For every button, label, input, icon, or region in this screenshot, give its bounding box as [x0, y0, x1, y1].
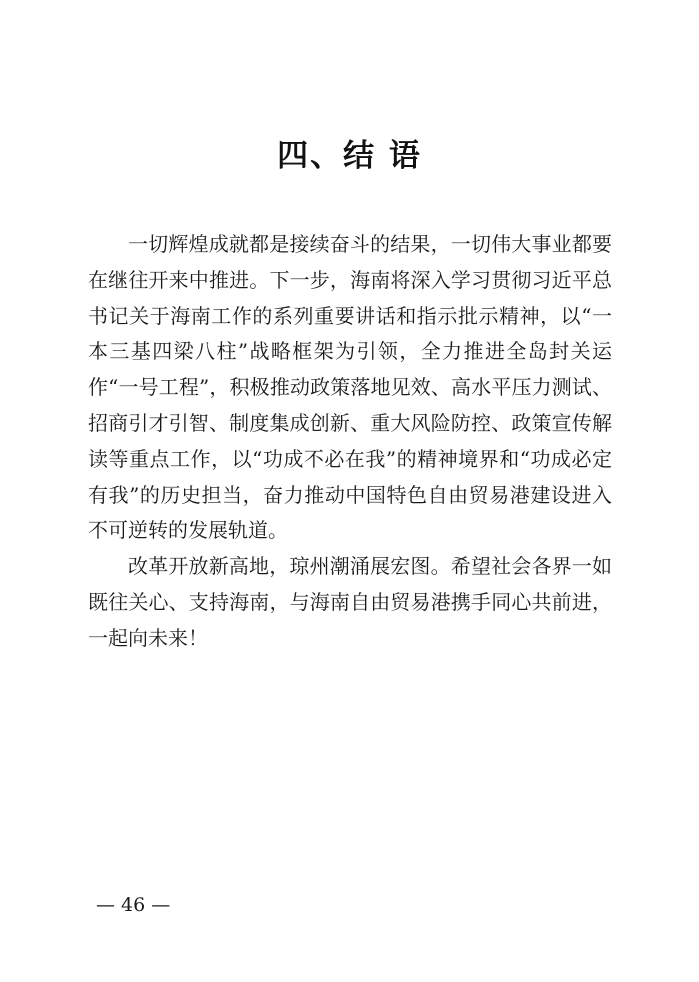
paragraph-2: 改革开放新高地，琼州潮涌展宏图。希望社会各界一如既往关心、支持海南，与海南自由贸易港携手同心共前进，一起向未来！ — [88, 554, 612, 650]
section-title: 四、结 语 — [277, 138, 422, 174]
page-number: — 46 — — [96, 894, 171, 916]
body-text — [88, 227, 612, 657]
paragraph-1: 一切辉煌成就都是接续奋斗的结果，一切伟大事业都要在继往开来中推进。下一步，海南将深入学习贯彻习近平总书记关于海南工作的系列重要讲话和指示批示精神，以“一本三基四梁八柱”战略框架为引领，全力推进全岛封关运作“一号工程”，积极推动政策落地见效、高水平压力测试、招商引才引智、制度集成创新、重大风险防控、政策宣传解读等重点工作，以“功成不必在我”的精神境界和“功成必定有我”的历史担当，奋力推动中国特色自由贸易港建设进入不可逆转的发展轨道。 — [88, 232, 612, 543]
